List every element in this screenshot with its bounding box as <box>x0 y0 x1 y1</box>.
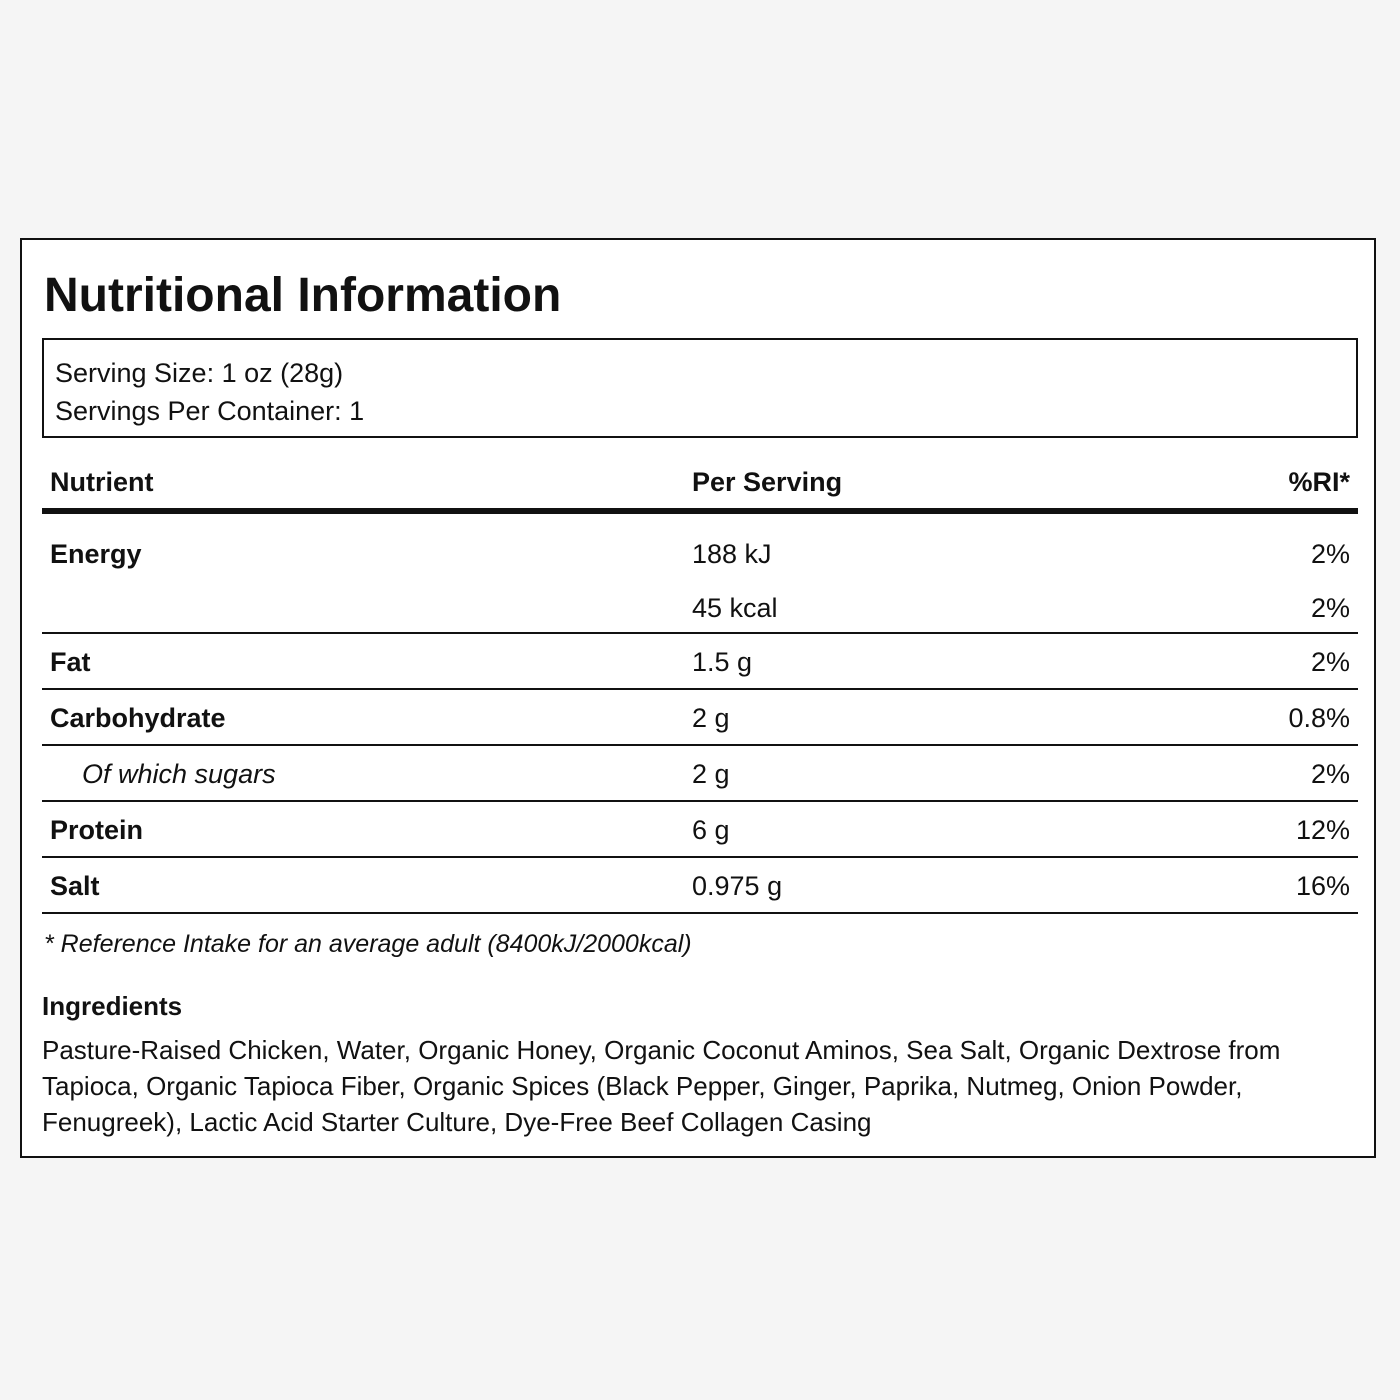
nutrient-value: 2 g <box>692 759 730 789</box>
nutrient-name: Fat <box>50 647 91 677</box>
nutrient-ri: 2% <box>1310 759 1350 789</box>
serving-size: Serving Size: 1 oz (28g) <box>55 358 344 388</box>
table-row-sugars <box>42 746 1358 802</box>
nutrient-value: 6 g <box>692 815 730 845</box>
ingredients-list: Pasture-Raised Chicken, Water, Organic Honey, Organic Coconut Aminos, Sea Salt, Organic Dextrose from Tapioca, Organic Tapioca Fiber, Organic Spices (Black Pepper, Ginger, Paprika, Nutmeg, Onion Powder, Fenugreek), Lactic Acid Starter Culture, Dye-Free Beef Collagen Casing <box>42 1035 1281 1137</box>
nutrient-ri: 2% <box>1310 647 1350 677</box>
servings-per-container: Servings Per Container: 1 <box>55 396 365 426</box>
nutrient-name: Energy <box>50 539 142 569</box>
energy-kcal-value: 45 kcal <box>692 593 778 623</box>
nutrient-name: Carbohydrate <box>50 703 226 733</box>
nutrient-ri: 12% <box>1295 815 1350 845</box>
nutrition-label <box>20 238 1376 1158</box>
energy-kcal-ri: 2% <box>1310 593 1350 623</box>
reference-intake-footnote: * Reference Intake for an average adult (8400kJ/2000kcal) <box>44 930 692 958</box>
energy-kj-value: 188 kJ <box>692 539 772 569</box>
table-header-row <box>42 458 1358 514</box>
nutrient-value: 2 g <box>692 703 730 733</box>
ingredients-heading: Ingredients <box>42 991 183 1021</box>
table-row-energy <box>42 514 1358 634</box>
nutrient-ri: 16% <box>1295 871 1350 901</box>
label-title: Nutritional Information <box>44 269 562 322</box>
serving-info-box <box>42 338 1358 438</box>
energy-kj-ri: 2% <box>1310 539 1350 569</box>
table-row-carbohydrate <box>42 690 1358 746</box>
nutrient-value: 0.975 g <box>692 871 783 901</box>
table-row-protein <box>42 802 1358 858</box>
table-row-fat <box>42 634 1358 690</box>
table-row-salt <box>42 858 1358 914</box>
header-per-serving: Per Serving <box>692 467 843 497</box>
nutrient-name: Of which sugars <box>82 759 276 789</box>
header-ri: %RI* <box>1288 467 1350 497</box>
header-nutrient: Nutrient <box>50 467 154 497</box>
nutrient-value: 1.5 g <box>692 647 753 677</box>
nutrient-ri: 0.8% <box>1288 703 1350 733</box>
nutrition-table <box>42 458 1358 914</box>
nutrient-name: Salt <box>50 871 100 901</box>
nutrient-name: Protein <box>50 815 144 845</box>
